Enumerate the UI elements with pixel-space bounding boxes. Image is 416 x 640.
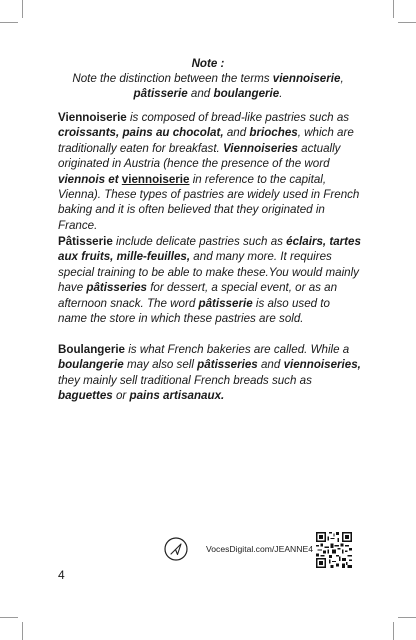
para-text: may also sell <box>123 358 198 372</box>
para-text: actually originated in Austria (hence the presence of the word <box>58 141 341 171</box>
para-text: and many more. It requires special training to be able to make these.You would mainly have <box>58 250 359 295</box>
para-emphasis: baguettes <box>58 389 113 403</box>
para-text: is composed of bread-like pastries such as <box>126 111 350 124</box>
note-title: Note : <box>191 57 225 70</box>
para-emphasis: boulangerie <box>58 358 124 372</box>
note-text: , <box>340 72 344 85</box>
note-text: . <box>279 87 283 100</box>
para-emphasis: brioches <box>249 126 298 140</box>
para-text: and <box>257 358 284 372</box>
para-text: include delicate pastries such as <box>112 235 287 248</box>
para-emphasis: pains artisanaux. <box>129 389 225 403</box>
para-text: is also used to name the store in which these pastries are sold. <box>58 296 330 326</box>
para-emphasis: pâtisserie <box>198 296 253 310</box>
page-number: 4 <box>58 568 65 582</box>
viennoiserie-paragraph <box>58 110 362 233</box>
para-text: , which are traditionally eaten for breakfast. <box>58 126 354 155</box>
note-line-1 <box>58 71 358 86</box>
para-underlined-term: viennoiserie <box>121 172 190 186</box>
crop-mark <box>398 22 416 23</box>
footer-url[interactable]: VocesDigital.com/JEANNE4 <box>206 544 313 554</box>
para-heading: Pâtisserie <box>58 235 113 248</box>
para-text: is what French bakeries are called. While a <box>125 343 350 356</box>
navigation-arrow-icon <box>164 537 188 561</box>
para-emphasis: croissants, pains au chocolat, <box>58 126 224 140</box>
crop-mark <box>22 622 23 640</box>
crop-mark <box>393 622 394 640</box>
term-viennoiserie: viennoiserie <box>272 72 341 85</box>
para-emphasis: pâtisseries <box>197 358 258 372</box>
para-text: or <box>112 389 130 403</box>
footer-link-block[interactable] <box>160 532 360 572</box>
crop-mark <box>0 22 18 23</box>
para-text: they mainly sell traditional French breads such as <box>58 373 312 387</box>
crop-mark <box>398 617 416 618</box>
crop-mark <box>0 617 18 618</box>
para-heading: Boulangerie <box>58 343 125 356</box>
para-emphasis: viennois et <box>58 172 122 186</box>
para-emphasis: Viennoiseries <box>222 141 298 155</box>
crop-mark <box>22 0 23 18</box>
para-text: in reference to the capital, Vienna). These types of pastries are widely used in French baking and it is often believed that they originated in France. <box>58 172 360 232</box>
note-line-2 <box>58 86 358 101</box>
para-emphasis: pâtisseries <box>86 281 147 295</box>
qr-code-icon <box>316 532 352 568</box>
note-text: Note the distinction between the terms <box>72 72 273 85</box>
note-text: and <box>187 87 214 100</box>
para-emphasis: éclairs, tartes aux fruits, mille-feuilles, <box>58 235 361 264</box>
term-boulangerie: boulangerie <box>213 87 280 100</box>
para-heading: Viennoiserie <box>58 111 127 124</box>
para-text: for dessert, a special event, or as an afternoon snack. The word <box>58 281 338 310</box>
para-text: and <box>223 126 250 140</box>
note-block <box>58 56 358 101</box>
patisserie-paragraph <box>58 234 362 326</box>
term-patisserie: pâtisserie <box>133 87 188 100</box>
para-emphasis: viennoiseries, <box>283 358 361 372</box>
boulangerie-paragraph <box>58 342 362 404</box>
crop-mark <box>393 0 394 18</box>
